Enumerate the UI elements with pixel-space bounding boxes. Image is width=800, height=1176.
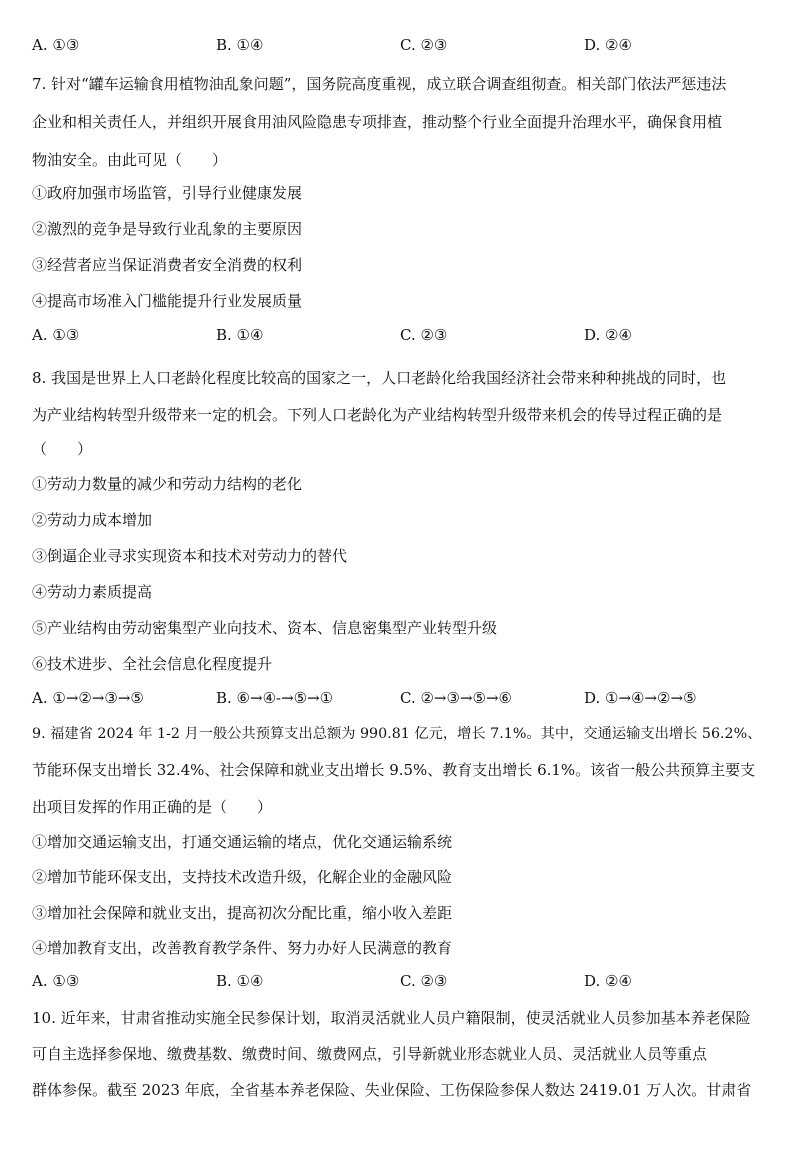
q9-stem-line-2: 节能环保支出增长 32.4%、社会保障和就业支出增长 9.5%、教育支出增长 6.1%。该省一般公共预算主要支 [32, 761, 756, 779]
q10-stem-line-1: 10. 近年来，甘肃省推动实施全民参保计划，取消灵活就业人员户籍限制，使灵活就业人员参加基本养老保险 [32, 1009, 751, 1027]
q7-option-a[interactable]: A. ①③ [32, 326, 80, 344]
q9-stem-line-1: 9. 福建省 2024 年 1-2 月一般公共预算支出总额为 990.81 亿元，增长 7.1%。其中，交通运输支出增长 56.2%、 [32, 726, 762, 742]
q6-option-a[interactable]: A. ①③ [32, 36, 80, 54]
q7-stem-line-1: 7. 针对“罐车运输食用植物油乱象问题”，国务院高度重视，成立联合调查组彻查。相关部门依法严惩违法 [32, 75, 727, 93]
q9-option-a[interactable]: A. ①③ [32, 972, 80, 990]
q6-option-c[interactable]: C. ②③ [400, 36, 448, 54]
q7-option-d[interactable]: D. ②④ [584, 326, 632, 344]
q7-stem-line-3: 物油安全。由此可见（ ） [32, 151, 228, 169]
q7-statement-4: ④提高市场准入门槛能提升行业发展质量 [32, 292, 303, 310]
q9-statement-2: ②增加节能环保支出，支持技术改造升级，化解企业的金融风险 [32, 868, 453, 886]
q8-option-a[interactable]: A. ①→②→③→⑤ [32, 689, 144, 707]
q9-option-d[interactable]: D. ②④ [584, 972, 632, 990]
q8-stem-line-1: 8. 我国是世界上人口老龄化程度比较高的国家之一，人口老龄化给我国经济社会带来种种挑战的同时，也 [32, 369, 727, 387]
q6-option-d[interactable]: D. ②④ [584, 36, 632, 54]
q8-statement-3: ③倒逼企业寻求实现资本和技术对劳动力的替代 [32, 547, 348, 565]
q8-statement-2: ②劳动力成本增加 [32, 511, 153, 529]
q10-stem-line-3: 群体参保。截至 2023 年底，全省基本养老保险、失业保险、工伤保险参保人数达 2419.01 万人次。甘肃省 [32, 1081, 752, 1099]
q8-statement-1: ①劳动力数量的减少和劳动力结构的老化 [32, 475, 303, 493]
q8-option-c[interactable]: C. ②→③→⑤→⑥ [400, 689, 512, 707]
q9-option-c[interactable]: C. ②③ [400, 972, 448, 990]
q7-stem-line-2: 企业和相关责任人，并组织开展食用油风险隐患专项排查，推动整个行业全面提升治理水平，确保食用植 [32, 113, 723, 131]
q8-stem-line-3: （ ） [32, 440, 93, 458]
q6-options [32, 34, 772, 56]
q6-option-b[interactable]: B. ①④ [216, 36, 264, 54]
q7-option-c[interactable]: C. ②③ [400, 326, 448, 344]
q7-options [32, 324, 772, 346]
q9-options [32, 970, 772, 992]
q9-statement-4: ④增加教育支出，改善教育教学条件、努力办好人民满意的教育 [32, 939, 453, 957]
q7-option-b[interactable]: B. ①④ [216, 326, 264, 344]
q8-option-b[interactable]: B. ⑥→④-→⑤→① [216, 689, 334, 707]
q7-statement-1: ①政府加强市场监管，引导行业健康发展 [32, 184, 303, 202]
q8-option-d[interactable]: D. ①→④→②→⑤ [584, 689, 697, 707]
q9-statement-1: ①增加交通运输支出，打通交通运输的堵点，优化交通运输系统 [32, 833, 453, 851]
q8-stem-line-2: 为产业结构转型升级带来一定的机会。下列人口老龄化为产业结构转型升级带来机会的传导过程正确的是 [32, 406, 723, 424]
q8-statement-5: ⑤产业结构由劳动密集型产业向技术、资本、信息密集型产业转型升级 [32, 619, 498, 637]
q9-option-b[interactable]: B. ①④ [216, 972, 264, 990]
q9-statement-3: ③增加社会保障和就业支出，提高初次分配比重，缩小收入差距 [32, 904, 453, 922]
q10-stem-line-2: 可自主选择参保地、缴费基数、缴费时间、缴费网点，引导新就业形态就业人员、灵活就业人员等重点 [32, 1045, 708, 1063]
q8-options [32, 687, 772, 709]
q7-statement-2: ②激烈的竞争是导致行业乱象的主要原因 [32, 220, 303, 238]
q8-statement-4: ④劳动力素质提高 [32, 583, 153, 601]
q7-statement-3: ③经营者应当保证消费者安全消费的权利 [32, 256, 303, 274]
q8-statement-6: ⑥技术进步、全社会信息化程度提升 [32, 655, 273, 673]
q9-stem-line-3: 出项目发挥的作用正确的是（ ） [32, 798, 273, 816]
